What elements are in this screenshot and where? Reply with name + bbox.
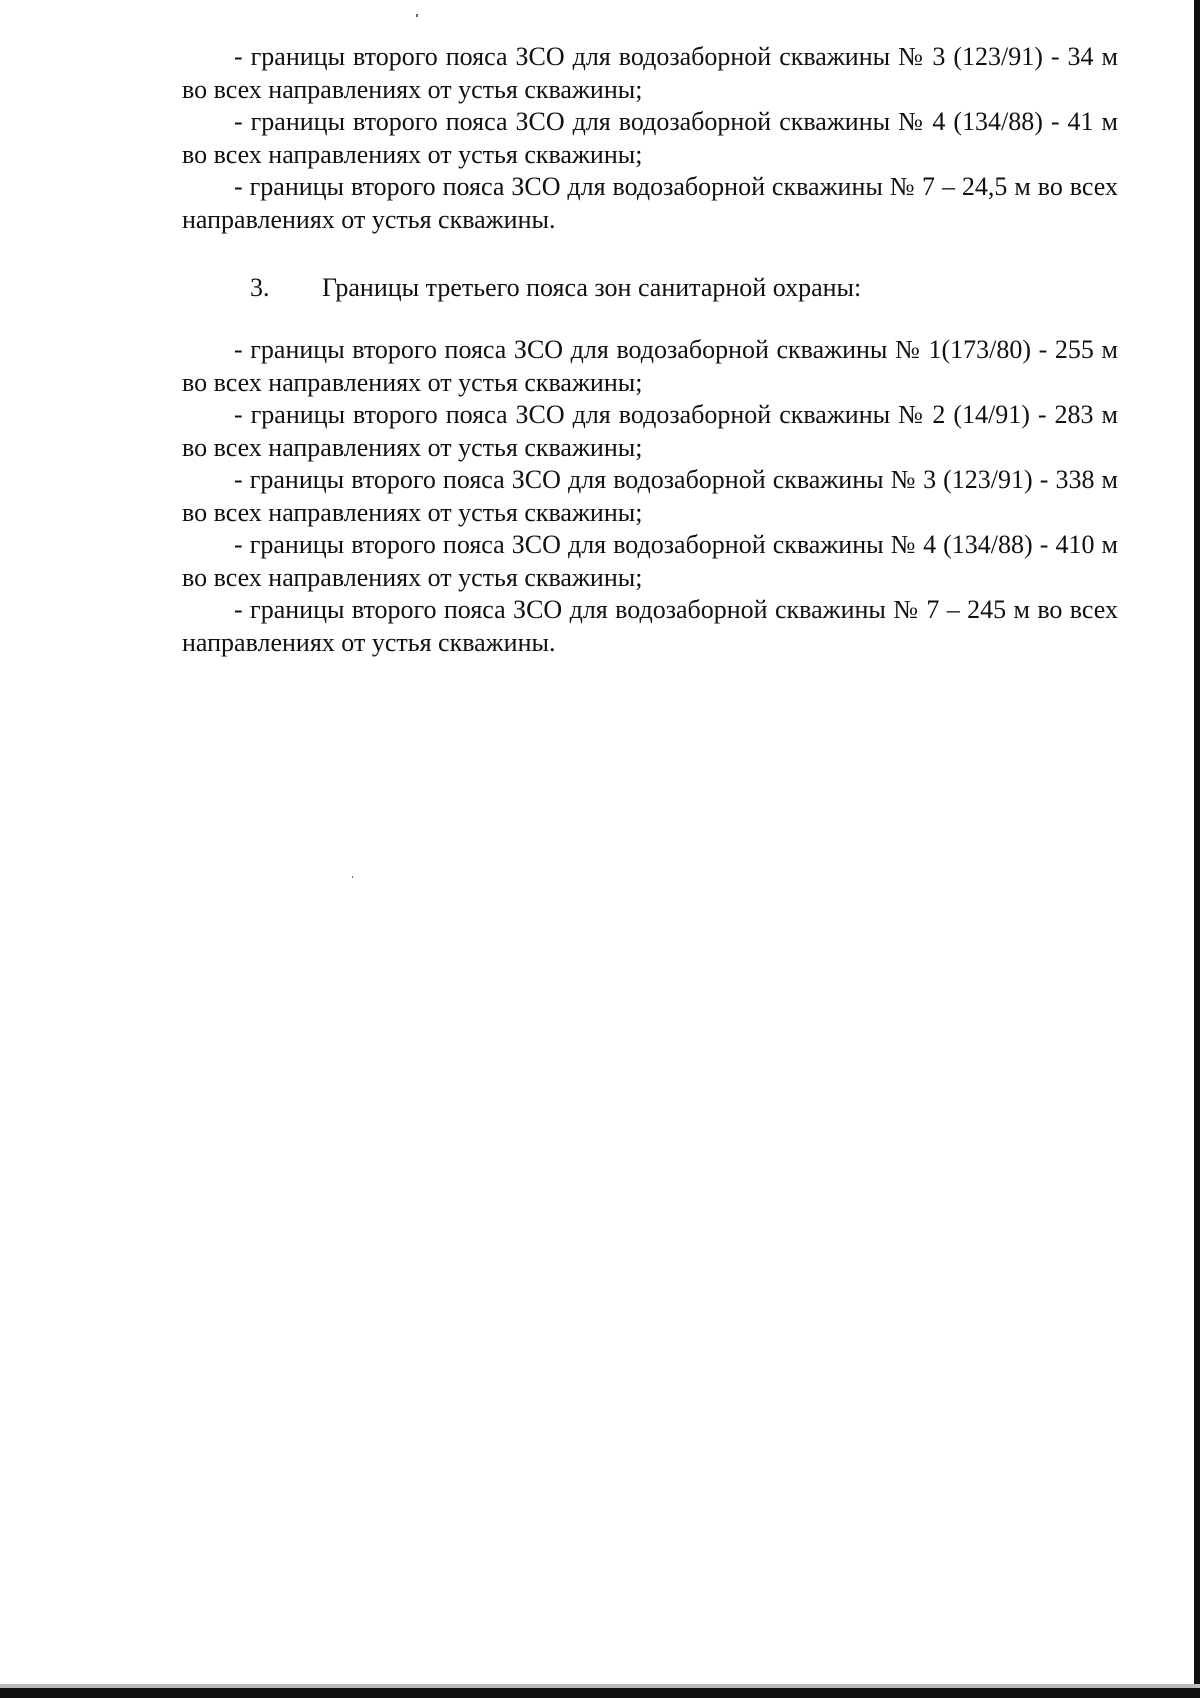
list-item: - границы второго пояса ЗСО для водозаборной скважины № 3 (123/91) - 34 м во всех направлениях от устья скважины; xyxy=(182,42,1118,104)
list-item: - границы второго пояса ЗСО для водозаборной скважины № 4 (134/88) - 41 м во всех направлениях от устья скважины; xyxy=(182,107,1118,169)
scan-artifact xyxy=(352,876,353,878)
list-item: - границы второго пояса ЗСО для водозаборной скважины № 1(173/80) - 255 м во всех направлениях от устья скважины; xyxy=(182,335,1118,397)
section-number: 3. xyxy=(250,273,270,302)
section-title: Границы третьего пояса зон санитарной охраны: xyxy=(322,273,862,302)
scan-edge-right xyxy=(1194,0,1200,1698)
scan-edge-bottom xyxy=(0,1688,1200,1698)
zone-2-boundaries-continued xyxy=(182,41,1118,236)
scan-artifact xyxy=(416,14,418,17)
list-item: - границы второго пояса ЗСО для водозаборной скважины № 4 (134/88) - 410 м во всех направлениях от устья скважины; xyxy=(182,530,1118,592)
list-item: - границы второго пояса ЗСО для водозаборной скважины № 3 (123/91) - 338 м во всех направлениях от устья скважины; xyxy=(182,465,1118,527)
list-item: - границы второго пояса ЗСО для водозаборной скважины № 2 (14/91) - 283 м во всех направлениях от устья скважины; xyxy=(182,400,1118,462)
list-item: - границы второго пояса ЗСО для водозаборной скважины № 7 – 24,5 м во всех направлениях от устья скважины. xyxy=(182,172,1118,234)
zone-3-boundaries xyxy=(182,334,1118,659)
list-item: - границы второго пояса ЗСО для водозаборной скважины № 7 – 245 м во всех направлениях от устья скважины. xyxy=(182,595,1118,657)
section-heading xyxy=(250,272,861,305)
